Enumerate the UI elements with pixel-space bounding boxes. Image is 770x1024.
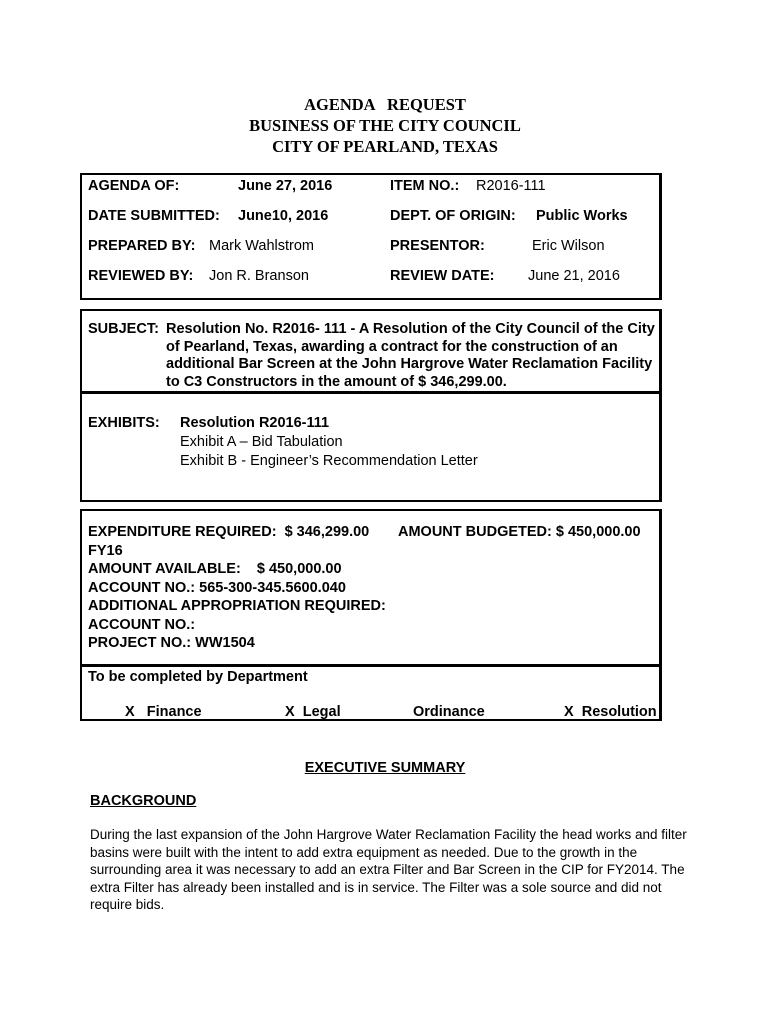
fiscal-year: FY16 (88, 542, 123, 559)
agenda-info-box (80, 173, 662, 300)
account-number: ACCOUNT NO.: 565-300-345.5600.040 (88, 579, 346, 596)
background-heading: BACKGROUND (90, 793, 197, 809)
finance-checkbox: X Finance (125, 704, 202, 720)
reviewed-by-value: Jon R. Branson (209, 268, 309, 284)
expenditure-required: EXPENDITURE REQUIRED: $ 346,299.00 (88, 524, 370, 540)
amount-budgeted: AMOUNT BUDGETED: $ 450,000.00 (398, 524, 641, 540)
review-date-value: June 21, 2016 (528, 268, 620, 284)
reviewed-by-label: REVIEWED BY: (88, 268, 194, 284)
ordinance-checkbox: Ordinance (413, 704, 485, 720)
exhibit-item: Exhibit A – Bid Tabulation (180, 434, 343, 450)
exhibits-box (80, 392, 662, 502)
prepared-by-label: PREPARED BY: (88, 238, 196, 254)
dept-origin-label: DEPT. OF ORIGIN: (390, 208, 516, 224)
review-date-label: REVIEW DATE: (390, 268, 495, 284)
account-number-2: ACCOUNT NO.: (88, 616, 196, 633)
exhibit-item: Resolution R2016-111 (180, 415, 330, 431)
presentor-value: Eric Wilson (532, 238, 605, 254)
item-no-label: ITEM NO.: (390, 178, 460, 194)
header-city: CITY OF PEARLAND, TEXAS (272, 137, 498, 156)
expenditure-box (80, 509, 662, 667)
exhibit-item: Exhibit B - Engineer’s Recommendation Letter (180, 453, 478, 469)
legal-checkbox: X Legal (285, 704, 341, 720)
subject-box (80, 309, 662, 393)
agenda-of-label: AGENDA OF: (88, 178, 180, 194)
department-title: To be completed by Department (88, 669, 308, 685)
agenda-of-value: June 27, 2016 (238, 178, 333, 194)
prepared-by-value: Mark Wahlstrom (209, 238, 314, 254)
dept-origin-value: Public Works (536, 208, 628, 224)
project-number: PROJECT NO.: WW1504 (88, 635, 255, 651)
amount-available: AMOUNT AVAILABLE: $ 450,000.00 (88, 561, 342, 577)
document-header (0, 94, 770, 157)
department-box (80, 664, 662, 721)
item-no-value: R2016-111 (476, 178, 546, 194)
date-submitted-value: June10, 2016 (238, 208, 329, 224)
presentor-label: PRESENTOR: (390, 238, 485, 254)
exhibits-list (180, 414, 478, 471)
subject-text: Resolution No. R2016- 111 - A Resolution of the City Council of the City of Pearland, Texas, awarding a contract for the construction of an additional Bar Screen at the John Hargrove Water Reclamation Facility to C3 Constructors in the amount of $ 346,299.00. (166, 321, 655, 390)
executive-summary-title (0, 760, 770, 776)
additional-appropriation: ADDITIONAL APPROPRIATION REQUIRED: (88, 598, 386, 614)
header-subtitle: BUSINESS OF THE CITY COUNCIL (249, 116, 521, 135)
date-submitted-label: DATE SUBMITTED: (88, 208, 220, 224)
subject-label: SUBJECT: (88, 321, 159, 337)
executive-summary-heading: EXECUTIVE SUMMARY (304, 760, 466, 776)
resolution-checkbox: X Resolution (564, 704, 657, 720)
header-title: AGENDA REQUEST (304, 95, 466, 114)
exhibits-label: EXHIBITS: (88, 415, 160, 431)
background-paragraph: During the last expansion of the John Hargrove Water Reclamation Facility the head works and filter basins were built with the intent to add extra equipment as needed. Due to the growth in the surrounding area it was necessary to add an extra Filter and Bar Screen in the CIP for FY2014. The extra Filter has already been installed and is in service. The Filter was a sole source and did not require bids. (90, 827, 687, 912)
